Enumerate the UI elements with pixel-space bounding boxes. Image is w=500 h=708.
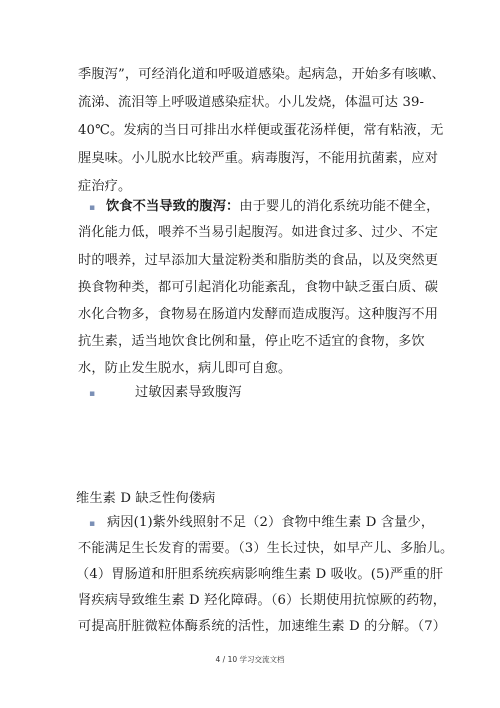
text-line: （4）胃肠道和肝胆系统疾病影响维生素 D 吸收。(5)严重的肝 (76, 567, 444, 582)
page-footer: 4 / 10 学习交流文档 (215, 655, 285, 664)
text-line: 水化合物多，食物易在肠道内发酵而造成腹泻。这种腹泻不用 (78, 307, 439, 322)
square-bullet-icon: ▪ (89, 519, 96, 529)
square-bullet-icon: ▪ (89, 203, 96, 213)
text-line: 肾疾病导致维生素 D 羟化障碍。（6）长期使用抗惊厥的药物， (78, 593, 447, 608)
text-line: 换食物种类，都可引起消化功能紊乱，食物中缺乏蛋白质、碳 (78, 280, 439, 295)
square-bullet-icon: ▪ (89, 389, 96, 399)
text-line: 不能满足生长发育的需要。（3）生长过快，如早产儿、多胎儿。 (78, 541, 454, 556)
text-line: 病因(1)紫外线照射不足（2）食物中维生素 D 含量少， (107, 515, 435, 530)
first-line-text: 由于婴儿的消化系统功能不健全， (239, 199, 440, 214)
text-line: 可提高肝脏微粒体酶系统的活性，加速维生素 D 的分解。（7） (78, 619, 447, 634)
allergy-heading: 过敏因素导致腹泻 (135, 385, 242, 400)
text-line: 抗生素，适当地饮食比例和量，停止吃不适宜的食物，多饮 (78, 334, 425, 349)
text-line: 水，防止发生脱水，病儿即可自愈。 (78, 361, 292, 376)
section-title: 维生素 D 缺乏性佝偻病 (76, 491, 216, 506)
text-line: 时的喂养，过早添加大量淀粉类和脂肪类的食品，以及突然更 (78, 253, 439, 268)
text-line: 腥臭味。小儿脱水比较严重。病毒腹泻，不能用抗菌素，应对 (78, 151, 439, 166)
text-line: 症治疗。 (78, 179, 132, 194)
diarrhea-heading: 饮食不当导致的腹泻： (106, 199, 240, 214)
text-line: 消化能力低，喂养不当易引起腹泻。如进食过多、过少、不定 (78, 225, 439, 240)
text-line: 季腹泻”，可经消化道和呼吸道感染。起病急，开始多有咳嗽、 (78, 67, 446, 82)
text-line: 40℃。发病的当日可排出水样便或蛋花汤样便，常有粘液，无 (78, 123, 444, 138)
paragraph-first-line (106, 198, 446, 215)
text-line: 流涕、流泪等上呼吸道感染症状。小儿发烧，体温可达 39- (78, 95, 425, 110)
